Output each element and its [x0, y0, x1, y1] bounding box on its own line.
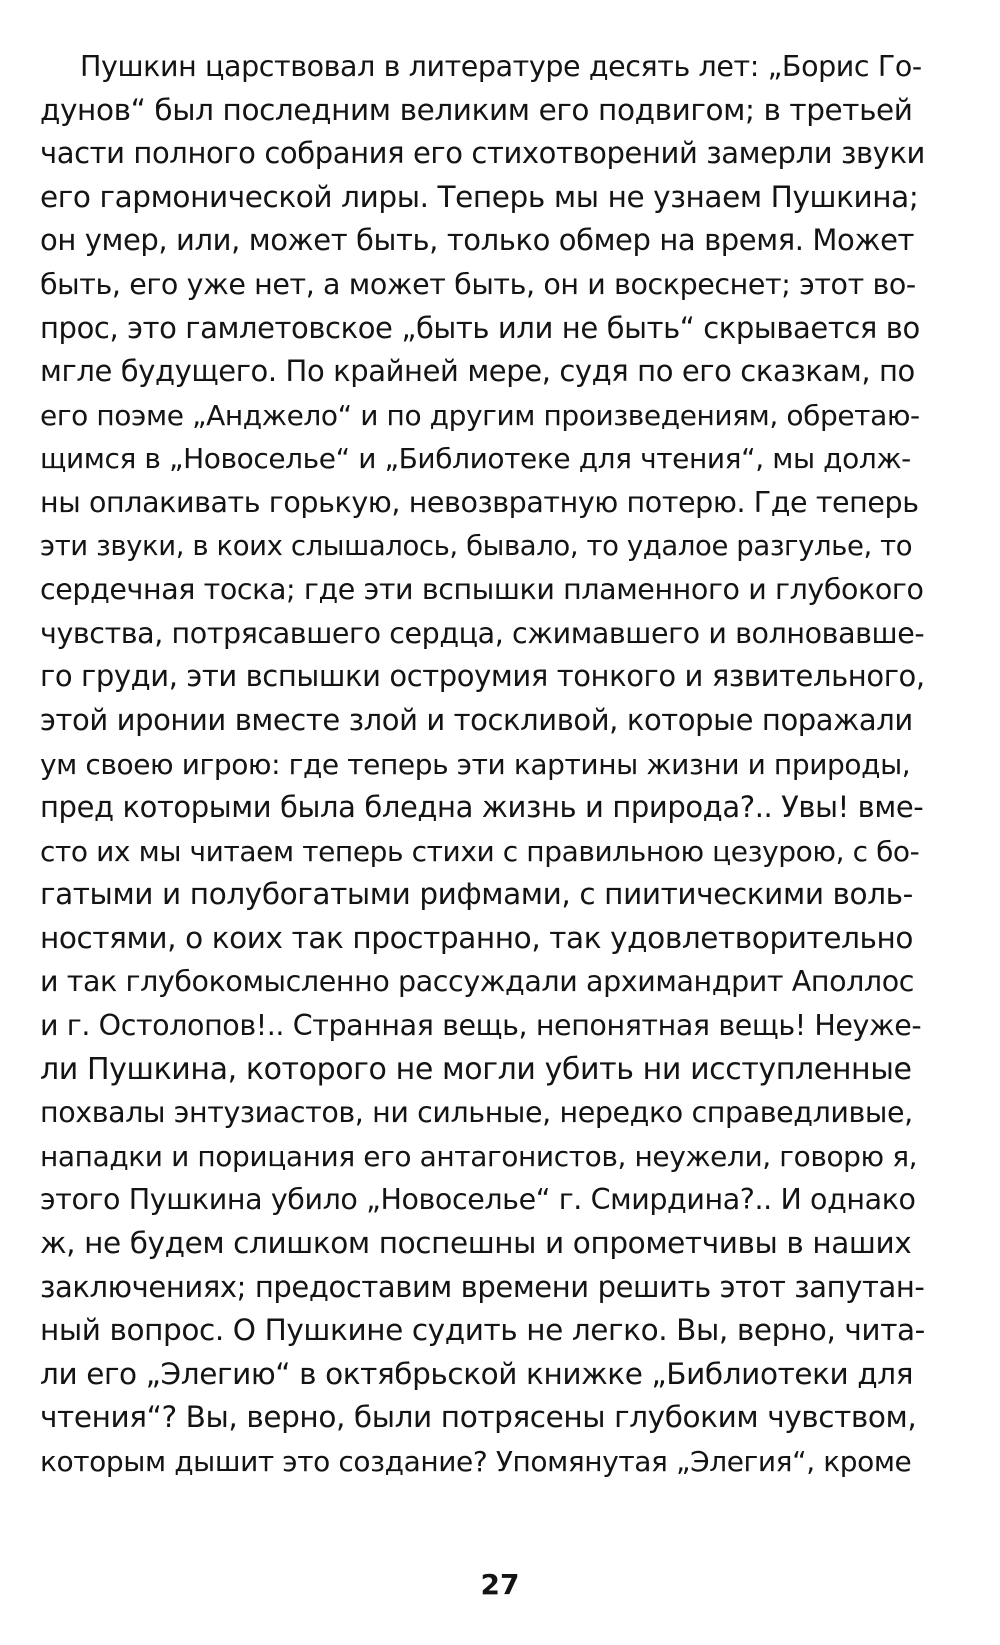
text-line: ли Пушкина, которого не могли убить ни исступленные: [40, 1051, 912, 1087]
text-line: прос, это гамлетовское „быть или не быть“ скрывается во: [40, 310, 920, 345]
text-line: ж, не будем слишком поспешны и опрометчивы в наших: [40, 1226, 912, 1261]
text-line: мгле будущего. По крайней мере, судя по его сказкам, по: [40, 354, 915, 389]
text-line: щимся в „Новоселье“ и „Библиотеке для чтения“, мы долж-: [40, 442, 911, 476]
text-line: ностями, о коих так пространно, так удовлетворительно: [40, 920, 914, 955]
text-line: ли его „Элегию“ в октябрьской книжке „Библиотеки для: [40, 1356, 914, 1391]
text-line: этой иронии вместе злой и тоскливой, которые поражали: [40, 702, 913, 737]
text-line: сердечная тоска; где эти вспышки пламенного и глубокого: [40, 573, 924, 607]
text-line: дунов“ был последним великим его подвигом; в третьей: [40, 92, 913, 127]
text-line: его поэме „Анджело“ и по другим произведениям, обретаю-: [40, 398, 920, 432]
text-line: чтения“? Вы, верно, были потрясены глубоким чувством,: [40, 1400, 917, 1435]
text-line: ум своею игрою: где теперь эти картины жизни и природы,: [40, 747, 911, 781]
text-line: этого Пушкина убило „Новоселье“ г. Смирдина?.. И однако: [40, 1183, 916, 1217]
text-line: пред которыми была бледна жизнь и природа?.. Увы! вме-: [40, 790, 924, 825]
body-text: [40, 45, 925, 1484]
text-line: го груди, эти вспышки остроумия тонкого и язвительного,: [40, 659, 925, 694]
text-line: части полного собрания его стихотворений замерли звуки: [40, 136, 926, 171]
text-line: которым дышит это создание? Упомянутая „Элегия“, кроме: [40, 1445, 912, 1478]
text-line: и г. Остолопов!.. Странная вещь, непонятная вещь! Неуже-: [40, 1009, 922, 1043]
text-line: заключениях; предоставим времени решить этот запутан-: [40, 1269, 925, 1304]
text-line: похвалы энтузиастов, ни сильные, нередко справедливые,: [40, 1096, 913, 1130]
text-line: Пушкин царствовал в литературе десять лет: „Борис Го-: [80, 50, 922, 83]
text-line: его гармонической лиры. Теперь мы не узнаем Пушкина;: [40, 179, 919, 214]
text-line: ный вопрос. О Пушкине судить не легко. Вы, верно, чита-: [40, 1313, 925, 1348]
text-line: сто их мы читаем теперь стихи с правильною цезурою, с бо-: [40, 834, 920, 868]
text-line: быть, его уже нет, а может быть, он и воскреснет; этот во-: [40, 267, 916, 301]
text-line: и так глубокомысленно рассуждали архимандрит Аполлос: [40, 965, 915, 999]
text-line: он умер, или, может быть, только обмер на время. Может: [40, 223, 915, 258]
text-line: нападки и порицания его антагонистов, неужели, говорю я,: [40, 1139, 918, 1173]
text-line: эти звуки, в коих слышалось, бывало, то удалое разгулье, то: [40, 529, 913, 562]
text-line: ны оплакивать горькую, невозвратную потерю. Где теперь: [40, 485, 919, 519]
text-line: чувства, потрясавшего сердца, сжимавшего и волновавше-: [40, 616, 925, 650]
text-line: гатыми и полубогатыми рифмами, с пиитическими воль-: [40, 877, 913, 912]
page-number: 27: [480, 1568, 520, 1601]
